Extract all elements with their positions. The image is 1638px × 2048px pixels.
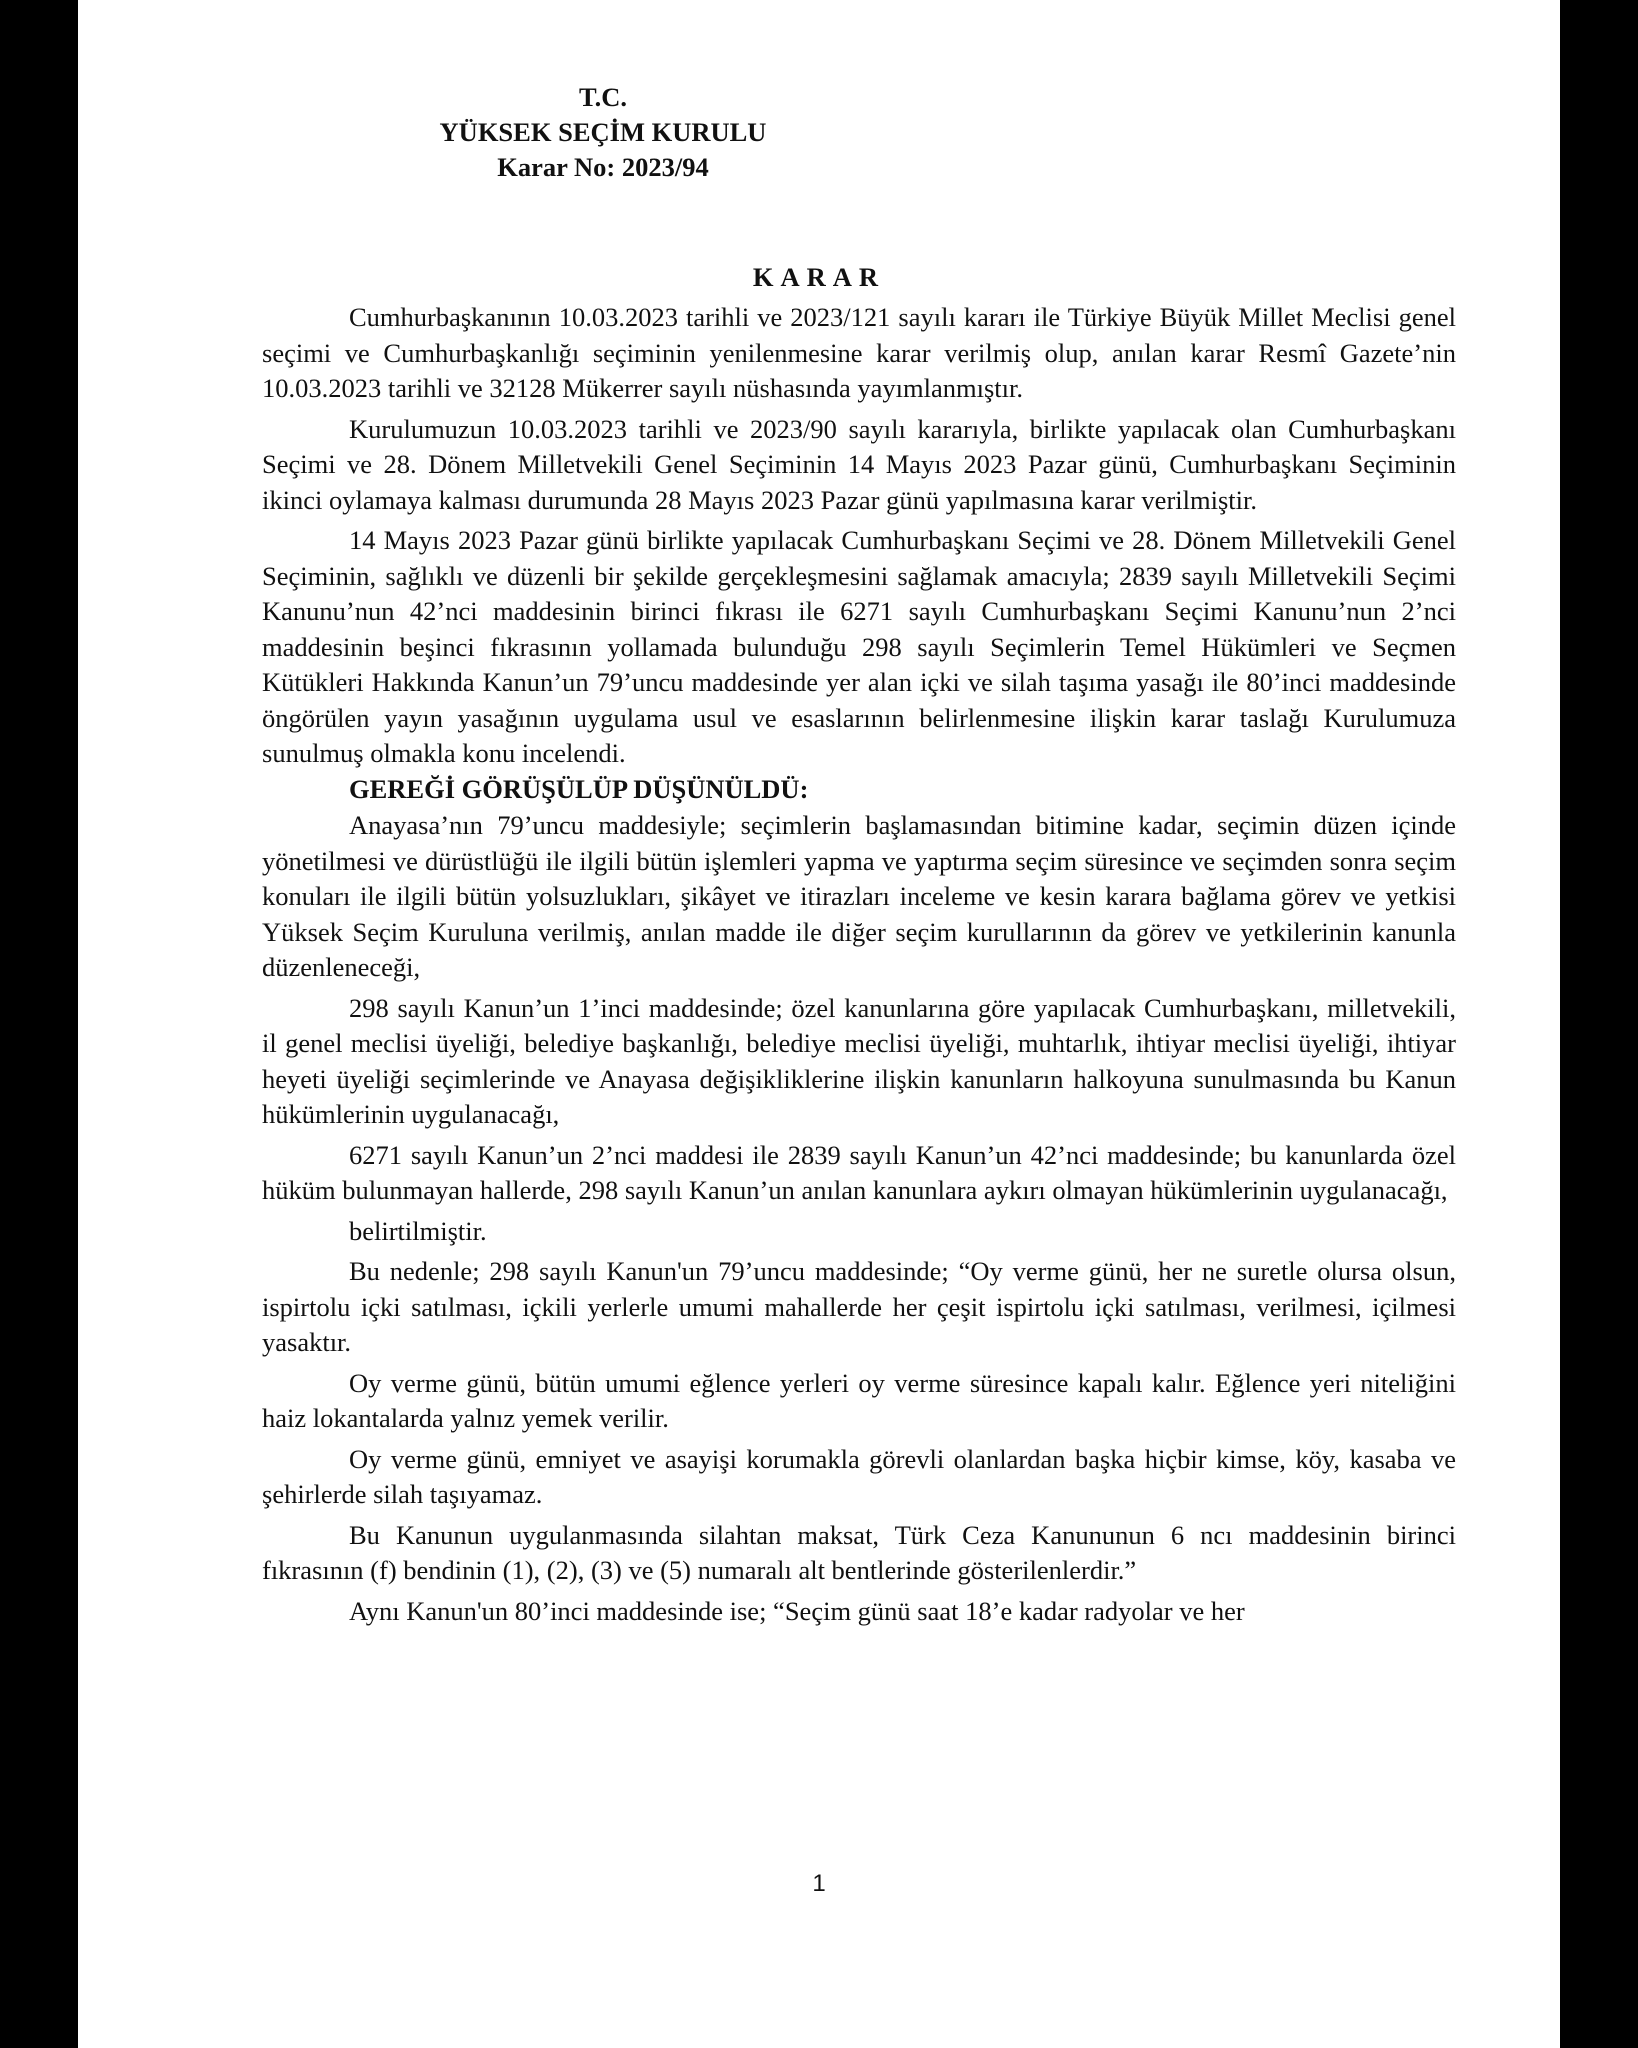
paragraph: 6271 sayılı Kanun’un 2’nci maddesi ile 2839 sayılı Kanun’un 42’nci maddesinde; bu kanunlarda özel hüküm bulunmayan hallerde, 298 sayılı Kanun’un anılan kanunlara aykırı olmayan hükümlerinin uygulanacağı, xyxy=(262,1139,1456,1205)
paragraph: Oy verme günü, emniyet ve asayişi korumakla görevli olanlardan başka hiçbir kimse, köy, kasaba ve şehirlerde silah taşıyamaz. xyxy=(262,1443,1456,1509)
document-title: KARAR xyxy=(752,262,886,292)
right-frame-border xyxy=(1560,0,1638,2048)
paragraph: 14 Mayıs 2023 Pazar günü birlikte yapılacak Cumhurbaşkanı Seçimi ve 28. Dönem Milletvekili Genel Seçiminin, sağlıklı ve düzenli bir şekilde gerçekleşmesini sağlamak amacıyla; 2839 sayılı Milletvekili Seçimi Kanunu’nun 42’nci maddesinin birinci fıkrası ile 6271 sayılı Cumhurbaşkanı Seçimi Kanunu’nun 2’nci maddesinin beşinci fıkrasının yollamada bulunduğu 298 sayılı Seçimlerin Temel Hükümleri ve Seçmen Kütükleri Hakkında Kanun’un 79’uncu maddesinde yer alan içki ve silah taşıma yasağı ile 80’inci maddesinde öngörülen yayın yasağının uygulama usul ve esaslarının belirlenmesine ilişkin karar taslağı Kurulumuza sunulmuş olmakla konu incelendi. xyxy=(262,525,1456,768)
document-page xyxy=(78,0,1560,2048)
section-heading: GEREĞİ GÖRÜŞÜLÜP DÜŞÜNÜLDÜ: xyxy=(349,773,809,804)
document-header xyxy=(343,80,863,185)
paragraph: Kurulumuzun 10.03.2023 tarihli ve 2023/90 sayılı kararıyla, birlikte yapılacak olan Cumhurbaşkanı Seçimi ve 28. Dönem Milletvekili Genel Seçiminin 14 Mayıs 2023 Pazar günü, Cumhurbaşkanı Seçiminin ikinci oylamaya kalması durumunda 28 Mayıs 2023 Pazar günü yapılmasına karar verilmiştir. xyxy=(262,413,1456,515)
header-institution: YÜKSEK SEÇİM KURULU xyxy=(439,117,767,147)
document-body xyxy=(262,300,1456,1634)
paragraph: Anayasa’nın 79’uncu maddesiyle; seçimlerin başlamasından bitimine kadar, seçimin düzen içinde yönetilmesi ve dürüstlüğü ile ilgili bütün işlemleri yapma ve yaptırma seçim süresince ve seçimden sonra seçim konuları ile ilgili bütün yolsuzlukları, şikâyet ve itirazları inceleme ve kesin karara bağlama görev ve yetkisi Yüksek Seçim Kuruluna verilmiş, anılan madde ile diğer seçim kurullarının da görev ve yetkilerinin kanunla düzenleneceği, xyxy=(262,810,1456,982)
left-frame-border xyxy=(0,0,78,2048)
paragraph: Bu Kanunun uygulanmasında silahtan maksat, Türk Ceza Kanununun 6 ncı maddesinin birinci fıkrasının (f) bendinin (1), (2), (3) ve (5) numaralı alt bentlerinde gösterilenlerdir.” xyxy=(262,1519,1456,1585)
paragraph: Aynı Kanun'un 80’inci maddesinde ise; “Seçim günü saat 18’e kadar radyolar ve her xyxy=(349,1595,1245,1626)
header-decision-number: Karar No: 2023/94 xyxy=(497,152,709,182)
paragraph: 298 sayılı Kanun’un 1’inci maddesinde; özel kanunlarına göre yapılacak Cumhurbaşkanı, milletvekili, il genel meclisi üyeliği, belediye başkanlığı, belediye meclisi üyeliği, muhtarlık, ihtiyar meclisi üyeliği, ihtiyar heyeti üyeliği seçimlerinde ve Anayasa değişikliklerine ilişkin kanunların halkoyuna sunulmasında bu Kanun hükümlerinin uygulanacağı, xyxy=(262,992,1456,1129)
header-republic: T.C. xyxy=(578,82,628,112)
paragraph: Bu nedenle; 298 sayılı Kanun'un 79’uncu maddesinde; “Oy verme günü, her ne suretle olursa olsun, ispirtolu içki satılması, içkili yerlerle umumi mahallerde her çeşit ispirtolu içki satılması, verilmesi, içilmesi yasaktır. xyxy=(262,1256,1456,1357)
page-number: 1 xyxy=(812,1870,826,1897)
paragraph: Cumhurbaşkanının 10.03.2023 tarihli ve 2023/121 sayılı kararı ile Türkiye Büyük Millet Meclisi genel seçimi ve Cumhurbaşkanlığı seçiminin yenilenmesine karar verilmiş olup, anılan karar Resmî Gazete’nin 10.03.2023 tarihli ve 32128 Mükerrer sayılı nüshasında yayımlanmıştır. xyxy=(262,302,1456,403)
paragraph: belirtilmiştir. xyxy=(349,1215,487,1246)
paragraph: Oy verme günü, bütün umumi eğlence yerleri oy verme süresince kapalı kalır. Eğlence yeri niteliğini haiz lokantalarda yalnız yemek verilir. xyxy=(262,1367,1456,1433)
